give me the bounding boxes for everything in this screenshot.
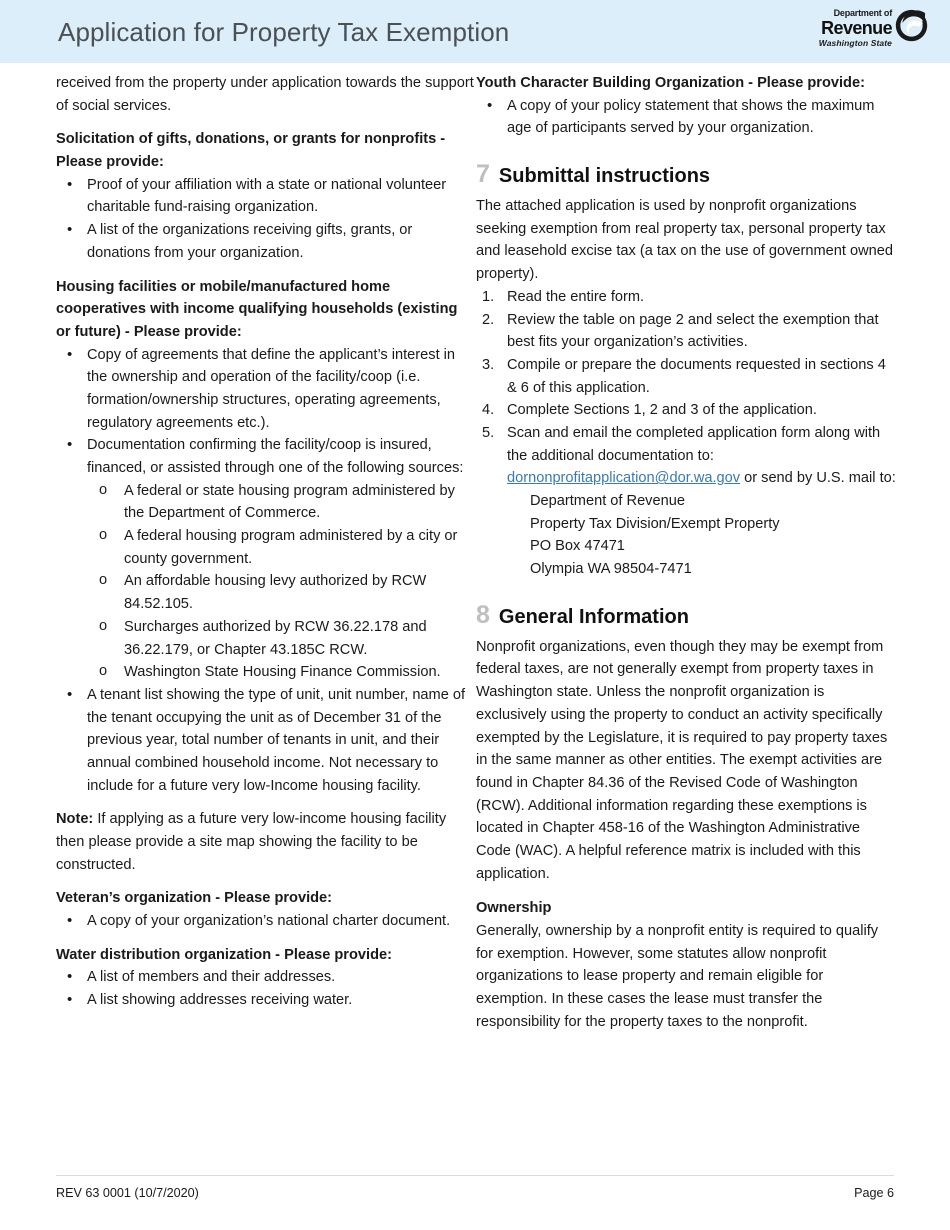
document-body [0, 72, 950, 1162]
form-revision-id: REV 63 0001 (10/7/2020) [56, 1186, 199, 1200]
list-item [87, 570, 476, 615]
list-item-text: Copy of agreements that define the applicant’s interest in the ownership and operation of the facility/coop (i.e. formation/ownership structures, operating agreements, regulatory agreements etc.). [87, 346, 456, 431]
list-item-text: A list of the organizations receiving gifts, grants, or donations from your organization. [87, 222, 413, 261]
list-item [476, 309, 896, 354]
list-item [476, 95, 896, 140]
list-item-text: Surcharges authorized by RCW 36.22.178 and 36.22.179, or Chapter 43.185C RCW. [124, 618, 427, 658]
right-column [476, 72, 896, 1033]
bullet-icon: • [487, 96, 493, 114]
section-number: 7 [476, 160, 490, 189]
list-item [476, 354, 896, 399]
section-8-heading [476, 600, 896, 629]
list-item [476, 286, 896, 309]
list-item-text: Review the table on page 2 and select the exemption that best fits your organization’s activities. [507, 311, 879, 351]
bullet-icon: • [67, 685, 73, 703]
bullet-icon: • [67, 175, 73, 193]
section-7-intro: The attached application is used by nonprofit organizations seeking exemption from real property tax, personal property tax and leasehold excise tax (a tax on the use of government owned property). [476, 198, 893, 283]
section-7-heading [476, 162, 896, 187]
general-information-paragraph: Nonprofit organizations, even though they may be exempt from federal taxes, are not generally exempt from property taxes in Washington state. Unless the nonprofit organization is exclusively using the property to conduct an activity specifically exempted by the Legislature, it is required to pay property taxes in the same manner as other entities. The exempt activities are found in Chapter 84.36 of the Revised Code of Washington (RCW). Additional information regarding these exemptions is located in Chapter 458-16 of the Washington Administrative Code (WAC). A helpful reference matrix is included with this application. [476, 638, 888, 882]
note-text: If applying as a future very low-income housing facility then please provide a site map showing the facility to be constructed. [56, 811, 447, 873]
list-item-text: Complete Sections 1, 2 and 3 of the application. [507, 402, 817, 419]
list-item-text: A list showing addresses receiving water. [87, 992, 353, 1009]
step-number: 1. [482, 288, 495, 305]
ownership-heading: Ownership [476, 900, 552, 917]
bullet-icon: • [67, 221, 73, 239]
step-number: 3. [482, 356, 495, 373]
veteran-bullet-list [56, 910, 476, 933]
youth-bullet-list [476, 95, 896, 140]
list-item [56, 966, 476, 989]
list-item [87, 661, 476, 684]
address-line: PO Box 47471 [530, 538, 625, 555]
list-item [56, 219, 476, 264]
page-footer [56, 1186, 894, 1200]
logo-washington-state: Washington State [818, 38, 892, 48]
list-item-text: A list of members and their addresses. [87, 969, 336, 986]
housing-bullet-list [56, 344, 476, 798]
water-bullet-list [56, 966, 476, 1011]
address-line: Property Tax Division/Exempt Property [530, 515, 780, 532]
list-item-text: Scan and email the completed application form along with the additional documentation to: [507, 424, 881, 464]
sub-bullet-icon: o [99, 527, 108, 544]
list-item [56, 174, 476, 219]
submittal-steps-list [476, 286, 896, 581]
list-item [476, 422, 896, 581]
note-label: Note: [56, 811, 94, 828]
solicitation-heading: Solicitation of gifts, donations, or grants for nonprofits - Please provide: [56, 131, 446, 171]
sub-bullet-icon: o [99, 617, 108, 634]
bullet-icon: • [67, 991, 73, 1009]
logo-department-of: Department of [833, 8, 892, 18]
left-column [56, 72, 476, 1012]
list-item-text: Read the entire form. [507, 288, 645, 305]
list-item-text: An affordable housing levy authorized by RCW 84.52.105. [124, 573, 427, 613]
ownership-paragraph: Generally, ownership by a nonprofit entity is required to qualify for exemption. However, some statutes allow nonprofit organizations to lease property and remain eligible for exemption. In these cases the lease must transfer the responsibility for the property taxes to the nonprofit. [476, 923, 879, 1030]
list-item [87, 480, 476, 525]
list-item-text: Compile or prepare the documents requested in sections 4 & 6 of this application. [507, 356, 886, 396]
list-item [56, 344, 476, 435]
page-header-band [0, 0, 950, 63]
youth-heading: Youth Character Building Organization - Please provide: [476, 75, 865, 91]
list-item-text: A copy of your organization’s national charter document. [87, 913, 451, 930]
solicitation-bullet-list [56, 174, 476, 265]
list-item [87, 616, 476, 661]
after-email-text: or send by U.S. mail to: [740, 470, 896, 487]
address-line: Olympia WA 98504-7471 [530, 561, 692, 578]
housing-heading: Housing facilities or mobile/manufactured home cooperatives with income qualifying households (existing or future) - Please provide: [56, 278, 458, 340]
list-item-text: A federal or state housing program administered by the Department of Commerce. [124, 482, 455, 522]
list-item [56, 434, 476, 684]
intro-continuation-paragraph: received from the property under application towards the support of social services. [56, 75, 474, 114]
dor-logo [802, 9, 928, 57]
list-item-text: A copy of your policy statement that shows the maximum age of participants served by your organization. [507, 97, 875, 137]
logo-wordmark [819, 9, 892, 48]
sub-bullet-icon: o [99, 663, 108, 680]
housing-source-sublist [87, 480, 476, 684]
footer-divider [56, 1175, 894, 1176]
mailing-address-block [507, 490, 896, 581]
list-item [56, 684, 476, 797]
list-item-text: A tenant list showing the type of unit, unit number, name of the tenant occupying the unit as of December 31 of the previous year, total number of tenants in unit, and their annual combined household income. Not necessary to include for a future very low-Income housing facility. [87, 686, 466, 794]
section-title: Submittal instructions [498, 165, 711, 188]
list-item [87, 525, 476, 570]
list-item [56, 989, 476, 1012]
list-item-text: Washington State Housing Finance Commission. [124, 664, 441, 681]
note-paragraph [56, 808, 476, 876]
step-number: 4. [482, 402, 495, 419]
water-heading: Water distribution organization - Please provide: [56, 946, 392, 963]
bullet-icon: • [67, 436, 73, 454]
sub-bullet-icon: o [99, 572, 108, 589]
section-title: General Information [498, 605, 689, 628]
list-item-text: Proof of your affiliation with a state or national volunteer charitable fund-raising organization. [87, 176, 447, 216]
list-item [56, 910, 476, 933]
step-number: 2. [482, 311, 495, 328]
list-item-text: Documentation confirming the facility/coop is insured, financed, or assisted through one of the following sources: [87, 437, 464, 476]
page-number: Page 6 [854, 1186, 894, 1200]
bullet-icon: • [67, 912, 73, 930]
bullet-icon: • [67, 968, 73, 986]
veteran-heading: Veteran’s organization - Please provide: [56, 890, 333, 907]
address-line: Department of Revenue [530, 493, 685, 509]
page-title: Application for Property Tax Exemption [58, 17, 510, 47]
submittal-email-link[interactable]: dornonprofitapplication@dor.wa.gov [507, 470, 741, 487]
logo-revenue: Revenue [821, 18, 892, 38]
sub-bullet-icon: o [99, 481, 108, 498]
section-number: 8 [476, 600, 490, 629]
bullet-icon: • [67, 345, 73, 363]
dor-swoosh-icon [895, 9, 928, 42]
list-item [476, 399, 896, 422]
step-number: 5. [482, 424, 495, 441]
list-item-text: A federal housing program administered by a city or county government. [124, 528, 458, 567]
